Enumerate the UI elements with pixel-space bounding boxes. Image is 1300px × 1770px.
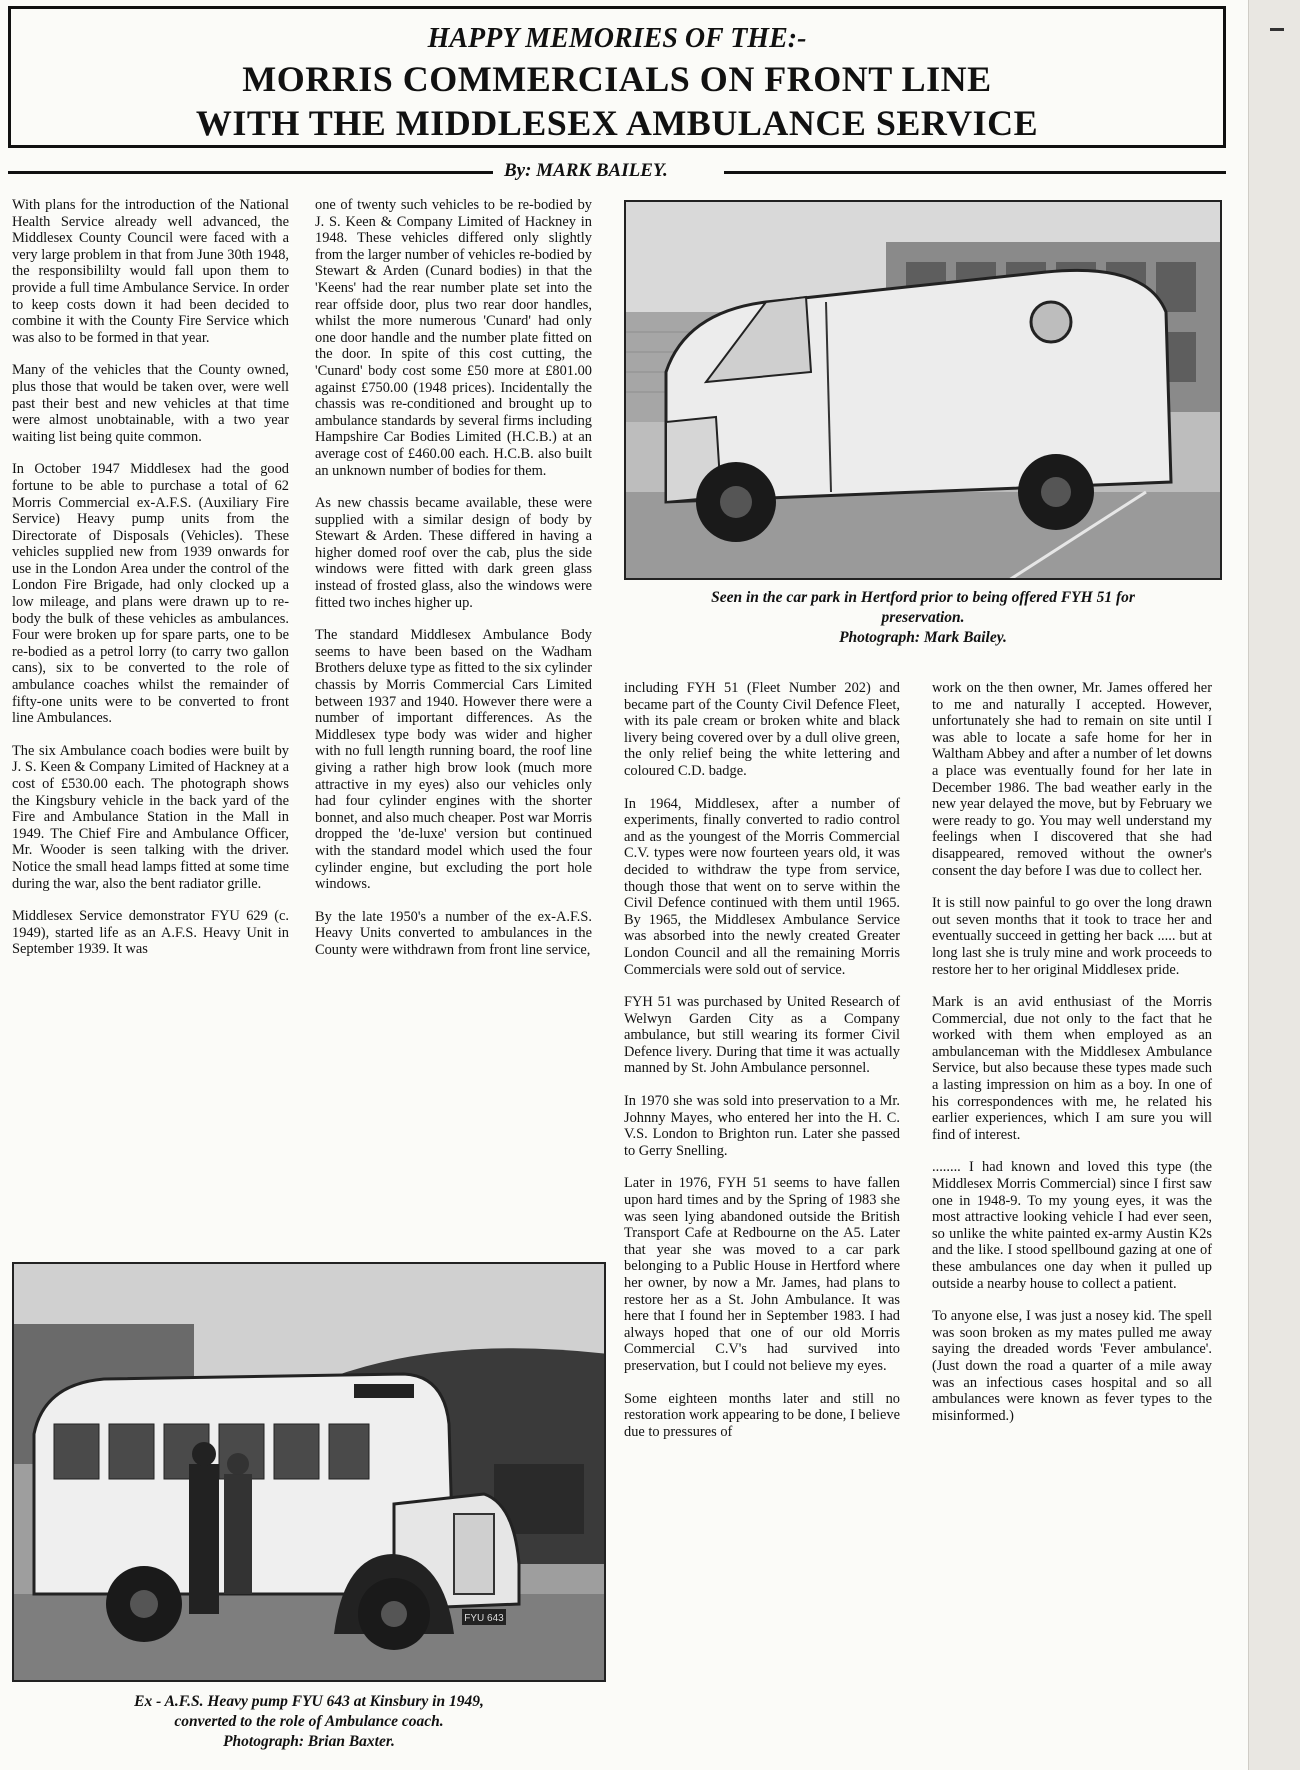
- column-4: [932, 680, 1212, 1440]
- ambulance-coach-illustration: [14, 1264, 606, 1682]
- kicker: HAPPY MEMORIES OF THE:-: [427, 23, 807, 54]
- paragraph: Many of the vehicles that the County owned, plus those that would be taken over, were well past their best and new vehicles at that time were almost unobtainable, with a two year waiting list being quite common.: [12, 362, 289, 445]
- paragraph: To anyone else, I was just a nosey kid. The spell was soon broken as my mates pulled me away saying the dreaded words 'Fever ambulance'. (Just down the road a quarter of a mile away was an infectious cases hospital and so all ambulances were known as fever types to the misinformed.): [932, 1308, 1212, 1424]
- paragraph: With plans for the introduction of the National Health Service already well advanced, the Middlesex County Council were faced with a very large problem in that from June 30th 1948, the responsibililty would fall upon them to provide a full time Ambulance Service. In order to keep costs down it had been decided to combine it with the County Fire Service which was also to be formed in that year.: [12, 197, 289, 346]
- paragraph: It is still now painful to go over the long drawn out seven months that it took to trace her and eventually succeed in getting her back ..... but at long last she is truly mine and work proceeds to restore her to her original Middlesex pride.: [932, 895, 1212, 978]
- column-1: [12, 197, 289, 974]
- photo-credit: Photograph: Brian Baxter.: [223, 1733, 395, 1750]
- caption-line-2: converted to the role of Ambulance coach.: [174, 1713, 444, 1730]
- paragraph: Middlesex Service demonstrator FYU 629 (c. 1949), started life as an A.F.S. Heavy Unit in September 1939. It was: [12, 908, 289, 958]
- paragraph: one of twenty such vehicles to be re-bodied by J. S. Keen & Company Limited of Hackney in 1948. These vehicles differed only slightly from the larger number of vehicles re-bodied by Stewart & Arden (Cunard bodies) in that the 'Keens' had the rear number plate set into the rear offside door, plus two rear door handles, whilst the more numerous 'Cunard' had only one door handle and the number plate fitted on the door. In spite of this cost cutting, the 'Cunard' body cost some £50 more at £801.00 against £750.00 (1948 prices). Incidentally the chassis was re-conditioned and brought up to ambulance standards by several firms including Hampshire Car Bodies Limited (H.C.B.) at an average cost of £460.00 each. H.C.B. also built an unknown number of bodies for them.: [315, 197, 592, 479]
- paragraph: As new chassis became available, these were supplied with a similar design of body by Stewart & Arden. These differed in having a higher domed roof over the cab, plus the side windows were fitted with dark green glass instead of frosted glass, also the windows were fitted two inches higher up.: [315, 495, 592, 611]
- headline-line-2: WITH THE MIDDLESEX AMBULANCE SERVICE: [195, 103, 1039, 143]
- paragraph: The six Ambulance coach bodies were built by J. S. Keen & Company Limited of Hackney at a cost of £530.00 each. The photograph shows the Kingsbury vehicle in the back yard of the Fire and Ambulance Station in the Mall in 1949. The Chief Fire and Ambulance Officer, Mr. Wooder is seen talking with the driver. Notice the small head lamps fitted at some time during the war, also the bent radiator grille.: [12, 742, 289, 892]
- byline: By: MARK BAILEY.: [504, 160, 668, 181]
- paragraph: The standard Middlesex Ambulance Body seems to have been based on the Wadham Brothers deluxe type as fitted to the six cylinder chassis by Morris Commercial Cars Limited between 1937 and 1940. However there were a number of important differences. As the Middlesex type body was wider and higher with no full length running board, the roof line giving a rather high brow look (much more attractive in my eyes) also our vehicles only had four cylinder engines with the shorter bonnet, and also much cheaper. Post war Morris dropped the 'de-luxe' version but continued with the standard model which used the four cylinder engine, but excluding the port hole windows.: [315, 627, 592, 893]
- photo-credit: Photograph: Mark Bailey.: [839, 629, 1007, 646]
- top-photo-caption: [624, 588, 1222, 648]
- ambulance-photo-hertford: [624, 200, 1222, 580]
- column-3: [624, 680, 900, 1456]
- byline-rule-right: [724, 171, 1226, 174]
- page-edge-mark: [1270, 28, 1284, 31]
- caption-line-2: preservation.: [881, 609, 965, 626]
- title-box: [8, 6, 1226, 148]
- headline-line-1: MORRIS COMMERCIALS ON FRONT LINE: [242, 59, 992, 99]
- adjacent-page-edge: [1248, 0, 1300, 1770]
- paragraph: In 1970 she was sold into preservation to a Mr. Johnny Mayes, who entered her into the H. C. V.S. London to Brighton run. Later she passed to Gerry Snelling.: [624, 1093, 900, 1159]
- caption-line-1: Ex - A.F.S. Heavy pump FYU 643 at Kinsbury in 1949,: [134, 1693, 484, 1710]
- paragraph: including FYH 51 (Fleet Number 202) and became part of the County Civil Defence Fleet, with its pale cream or broken white and black livery being covered over by a dull olive green, the only relief being the white lettering and coloured C.D. badge.: [624, 680, 900, 779]
- caption-line-1: Seen in the car park in Hertford prior to being offered FYH 51 for: [711, 589, 1135, 606]
- ambulance-coach-photo: [12, 1262, 606, 1682]
- paragraph: In 1964, Middlesex, after a number of experiments, finally converted to radio control and as the youngest of the Morris Commercial C.V. types were now fourteen years old, it was decided to withdraw the type from service, though those that went on to serve within the Civil Defence continued with them until 1965. By 1965, the Middlesex Ambulance Service was absorbed into the newly created Greater London Council and all the remaining Morris Commercials were sold out of service.: [624, 795, 900, 978]
- column-2: [315, 197, 592, 975]
- paragraph: Mark is an avid enthusiast of the Morris Commercial, due not only to the fact that he worked with them when employed as an ambulanceman with the Middlesex Ambulance Service, but also because these types made such a lasting impression on him as a boy. In one of his correspondences with me, he related his earlier experiences, which I am sure you will find of interest.: [932, 994, 1212, 1143]
- paragraph: Some eighteen months later and still no restoration work appearing to be done, I believe due to pressures of: [624, 1390, 900, 1440]
- bottom-photo-caption: [12, 1692, 606, 1752]
- byline-row: [8, 160, 1226, 184]
- paragraph: work on the then owner, Mr. James offered her to me and naturally I accepted. However, unfortunately she had to remain on site until I was able to locate a safe home for her in Waltham Abbey and after a number of let downs a place was eventually found for her late in December 1986. The bad weather early in the new year delayed the move, but by February we were ready to go. You may well understand my feelings when I discovered that she had disappeared, removed without the owner's consent the day before I was due to collect her.: [932, 680, 1212, 879]
- paragraph: Later in 1976, FYH 51 seems to have fallen upon hard times and by the Spring of 1983 she was seen lying abandoned outside the British Transport Cafe at Redbourne on the A5. Later that year she was moved to a car park belonging to a Public House in Hertford where her owner, by now a Mr. James, had plans to restore her as a St. John Ambulance. It was here that I found her in September 1983. I had always hoped that one of our old Morris Commercial C.V's had survived into preservation, but I could not believe my eyes.: [624, 1175, 900, 1374]
- byline-rule-left: [8, 171, 493, 174]
- ambulance-illustration: [626, 202, 1222, 580]
- paragraph: In October 1947 Middlesex had the good fortune to be able to purchase a total of 62 Morris Commercial ex-A.F.S. (Auxiliary Fire Service) Heavy pump units from the Directorate of Disposals (Vehicles). These vehicles supplied new from 1939 onwards for use in the London Area under the control of the London Fire Brigade, had only clocked up a low mileage, and plans were drawn up to re-body the bulk of these vehicles as ambulances. Four were broken up for spare parts, one to be re-bodied as a petrol lorry (to carry two gallon cans), six to be converted to the role of ambulance coaches whilst the remainder of fifty-one units were to be converted to front line Ambulances.: [12, 461, 289, 727]
- paragraph: FYH 51 was purchased by United Research of Welwyn Garden City as a Company ambulance, but still wearing its former Civil Defence livery. During that time it was actually manned by St. John Ambulance personnel.: [624, 994, 900, 1077]
- paragraph: ........ I had known and loved this type (the Middlesex Morris Commercial) since I first saw one in 1948-9. To my young eyes, it was the most attractive looking vehicle I had ever seen, so unlike the white painted ex-army Austin K2s and the like. I stood spellbound gazing at one of these ambulances one day when it pulled up outside a nearby house to collect a patient.: [932, 1159, 1212, 1292]
- paragraph: By the late 1950's a number of the ex-A.F.S. Heavy Units converted to ambulances in the County were withdrawn from front line service,: [315, 908, 592, 958]
- number-plate: FYU 643: [464, 1613, 504, 1624]
